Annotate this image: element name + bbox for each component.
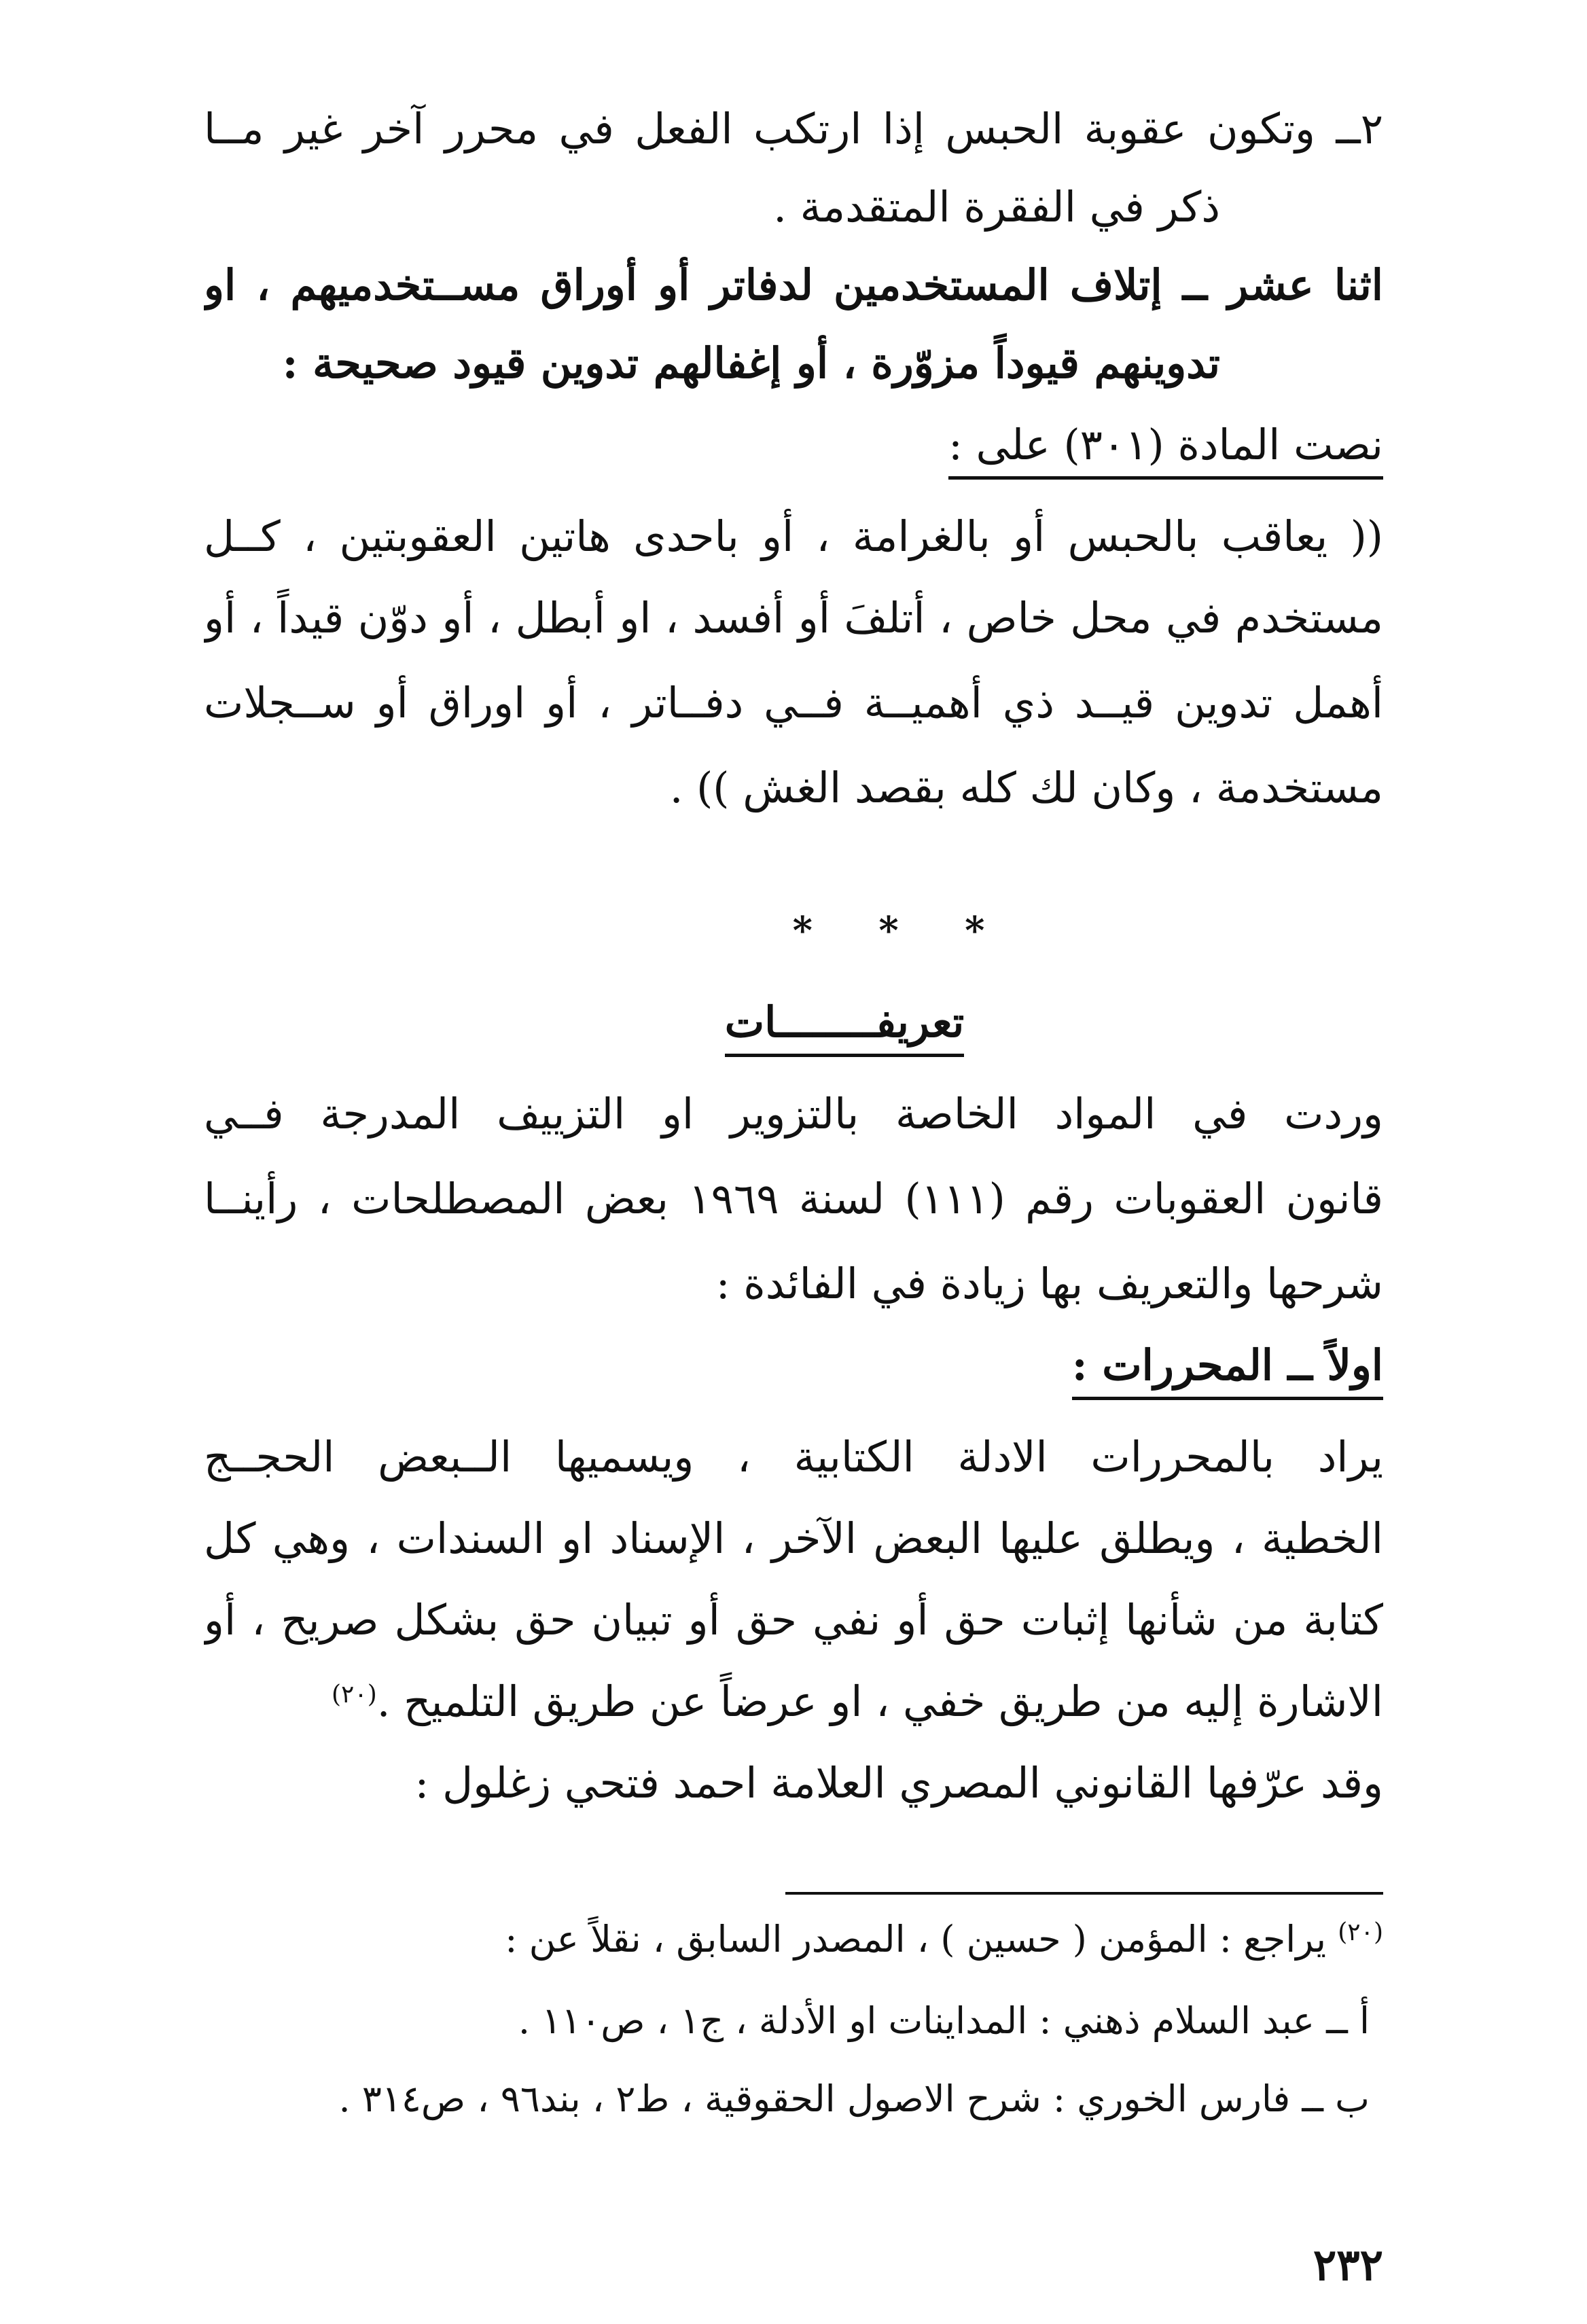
definitions-body-line-4-text: الاشارة إليه من طريق خفي ، او عرضاً عن طريق التلميح . [376,1677,1383,1726]
footnote-line-3: ب ــ فارس الخوري : شرح الاصول الحقوقية ، ط٢ ، بند٩٦ ، ص٣١٤ . [338,2077,1370,2120]
definitions-body-line-4 [204,1668,1383,1736]
definitions-title-text: تعريفــــــــات [725,991,965,1057]
definitions-closing-line: وقد عرّفها القانوني المصري العلامة احمد فتحي زغلول : [414,1758,1383,1808]
footnote-line-1-text: يراجع : المؤمن ( حسين ) ، المصدر السابق ، نقلاً عن : [505,1918,1327,1961]
section12-heading-line1: اثنا عشر ــ إتلاف المستخدمين لدفاتر أو أوراق مســتخدميهم ، او [204,260,1383,310]
article-reference-text: نصت المادة (٣٠١) على : [948,414,1383,480]
footnote-line-1 [204,1912,1383,1967]
footnote-marker: (٢٠) [1338,1918,1383,1946]
definitions-intro-line-3: شرحها والتعريف بها زيادة في الفائدة : [715,1259,1383,1308]
item2-line2: ذكر في الفقرة المتقدمة . [773,182,1220,232]
item2-line1: ٢ــ وتكون عقوبة الحبس إذا ارتكب الفعل في محرر آخر غير مــا [204,104,1383,154]
definitions-body-line-3: كتابة من شأنها إثبات حق أو نفي حق أو تبيان حق بشكل صريح ، أو [204,1595,1383,1645]
definitions-body-line-1: يراد بالمحررات الادلة الكتابية ، ويسميها الــبعض الحجــج [204,1432,1383,1482]
definitions-intro-line-1-text: وردت في المواد الخاصة بالتزوير او التزييف المدرجة فــي [204,1089,1383,1139]
quote-line-2: مستخدم في محل خاص ، أتلفَ أو أفسد ، او أبطل ، أو دوّن قيداً ، أو [204,593,1383,643]
definitions-intro-line-1 [204,1080,1383,1148]
quote-line-4: مستخدمة ، وكان لك كله بقصد الغش )) . [669,763,1383,812]
definitions-title [0,988,1587,1057]
definitions-body-line-2: الخطية ، ويطلق عليها البعض الآخر ، الإسناد او السندات ، وهي كل [204,1514,1383,1563]
page-number: ٢٣٢ [1313,2240,1383,2291]
section12-heading-line2: تدوينهم قيوداً مزوّرة ، أو إغفالهم تدوين قيود صحيحة : [282,338,1220,388]
quote-line-1: (( يعاقب بالحبس أو بالغرامة ، أو باحدى هاتين العقوبتين ، كــل [204,512,1383,561]
footnote-reference-marker: (٢٠) [331,1681,377,1709]
footnote-separator [785,1892,1383,1895]
article-reference [204,411,1383,480]
quote-line-3: أهمل تدوين قيــد ذي أهميــة فــي دفــاتر ، أو اوراق أو ســجلات [204,678,1383,728]
section-separator: * * * [792,908,985,953]
subheading-documents [204,1331,1383,1400]
subheading-documents-text: اولاً ــ المحررات : [1072,1334,1383,1400]
definitions-intro-line-2: قانون العقوبات رقم (١١١) لسنة ١٩٦٩ بعض المصطلحات ، رأينــا [204,1174,1383,1223]
footnote-line-2: أ ــ عبد السلام ذهني : المداينات او الأدلة ، ج١ ، ص١١٠ . [518,1999,1370,2042]
